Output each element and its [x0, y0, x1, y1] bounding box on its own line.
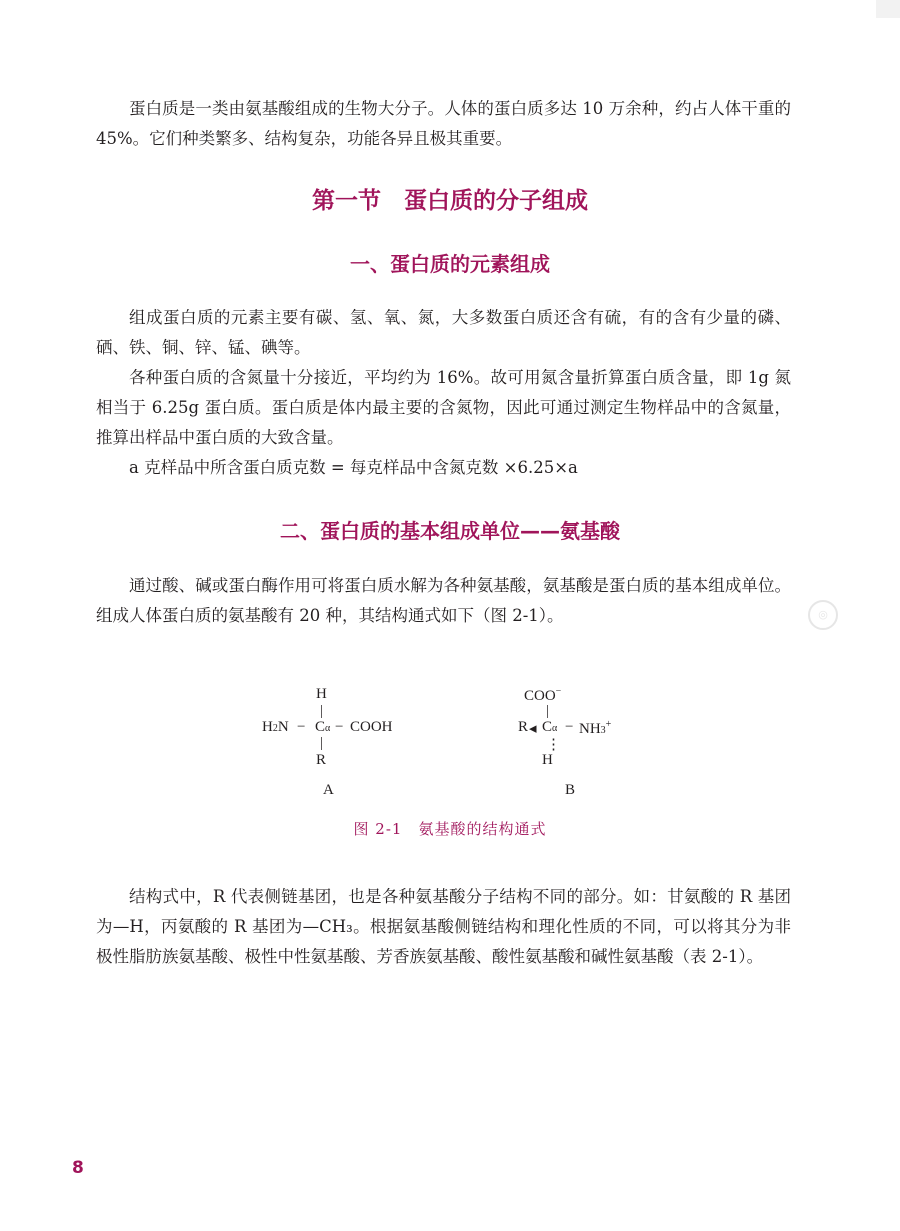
section1-paragraph-1: 组成蛋白质的元素主要有碳、氢、氧、氮，大多数蛋白质还含有硫，有的含有少量的磷、硒、铁、铜、锌、锰、碘等。: [96, 308, 791, 357]
structure-b-carboxylate: COO−: [524, 686, 562, 704]
structure-b-label: B: [565, 782, 576, 798]
bond-line: ⋮: [546, 737, 561, 753]
bond-line: −: [297, 719, 306, 735]
structure-a-r-group: R: [316, 752, 327, 768]
bond-line: |: [320, 703, 324, 719]
structure-b-h: H: [542, 752, 553, 768]
section1-heading: 一、蛋白质的元素组成: [350, 252, 550, 276]
structure-a-label: A: [323, 782, 334, 798]
watermark-icon: ◎: [808, 600, 838, 630]
bond-line: −: [335, 719, 344, 735]
wedge-bond: ◂: [529, 721, 537, 737]
chapter-heading: 第一节 蛋白质的分子组成: [312, 188, 588, 214]
bond-line: |: [546, 703, 550, 719]
section2-heading: 二、蛋白质的基本组成单位——氨基酸: [280, 519, 620, 543]
structure-b-r-group: R: [518, 719, 529, 735]
structure-a-top-h: H: [316, 686, 327, 702]
structure-a-amino-group: H2N: [262, 719, 289, 735]
amino-acid-structure-b: [518, 686, 678, 806]
structure-b-alpha-carbon: Cα: [542, 719, 558, 735]
corner-decoration: [876, 0, 900, 18]
figure-caption: 图 2-1 氨基酸的结构通式: [353, 820, 547, 838]
bond-line: −: [565, 719, 574, 735]
intro-paragraph: 蛋白质是一类由氨基酸组成的生物大分子。人体的蛋白质多达 10 万余种，约占人体干重的 45%。它们种类繁多、结构复杂，功能各异且极其重要。: [96, 99, 791, 148]
structure-a-carboxyl: COOH: [350, 719, 393, 735]
structure-b-ammonium: NH3+: [579, 719, 612, 737]
section2-paragraph: 通过酸、碱或蛋白酶作用可将蛋白质水解为各种氨基酸，氨基酸是蛋白质的基本组成单位。组成人体蛋白质的氨基酸有 20 种，其结构通式如下（图 2-1）。: [96, 576, 791, 625]
protein-formula: a 克样品中所含蛋白质克数 = 每克样品中含氮克数 ×6.25×a: [129, 458, 578, 477]
bond-line: |: [320, 735, 324, 751]
section1-paragraph-2: 各种蛋白质的含氮量十分接近，平均约为 16%。故可用氮含量折算蛋白质含量，即 1g 氮相当于 6.25g 蛋白质。蛋白质是体内最主要的含氮物，因此可通过测定生物样品中的含氮量，推算出样品中蛋白质的大致含量。: [96, 368, 791, 447]
section3-paragraph: 结构式中，R 代表侧链基团，也是各种氨基酸分子结构不同的部分。如：甘氨酸的 R 基团为—H，丙氨酸的 R 基团为—CH₃。根据氨基酸侧链结构和理化性质的不同，可以将其分为非极性脂肪族氨基酸、极性中性氨基酸、芳香族氨基酸、酸性氨基酸和碱性氨基酸（表 2-1）。: [96, 887, 791, 966]
page-number: 8: [72, 1158, 84, 1178]
structure-a-alpha-carbon: Cα: [315, 719, 331, 735]
amino-acid-structure-a: [262, 686, 422, 806]
